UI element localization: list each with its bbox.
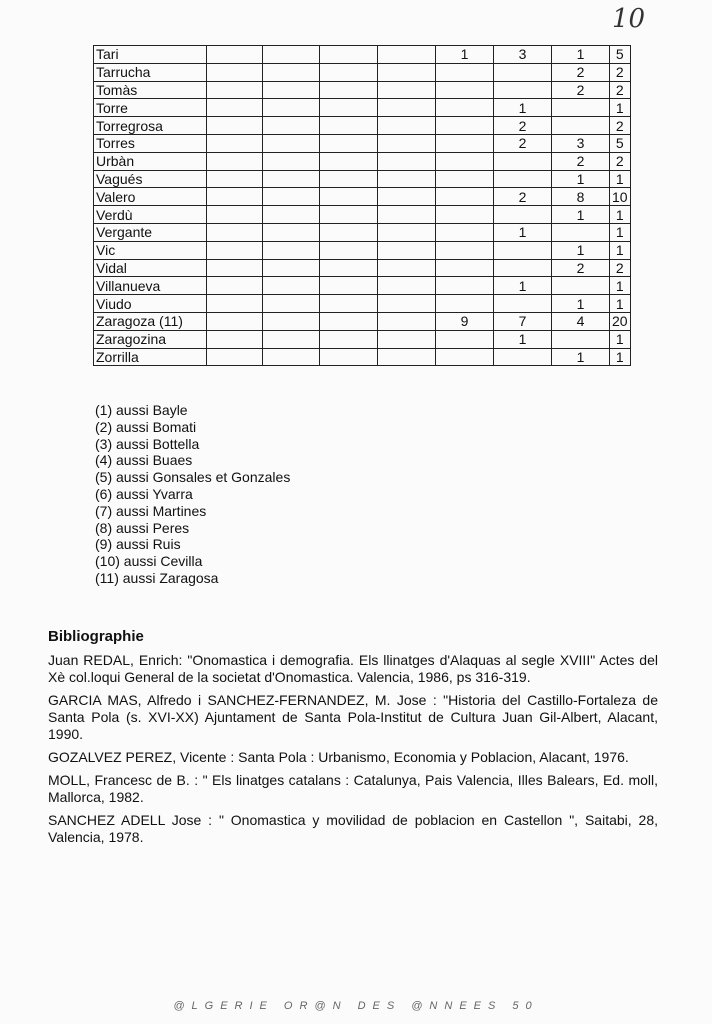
table-row bbox=[94, 81, 631, 99]
count-cell: 1 bbox=[610, 206, 631, 224]
count-cell bbox=[378, 134, 436, 152]
count-cell bbox=[494, 152, 552, 170]
bibliography-entry: GARCIA MAS, Alfredo i SANCHEZ-FERNANDEZ, M. Jose : "Historia del Castillo-Fortaleza de Santa Pola (s. XVI-XX) Ajuntament de Santa Pola-Institut de Cultura Juan Gil-Albert, Alacant, 1990. bbox=[48, 692, 658, 742]
surname-cell: Torregrosa bbox=[94, 117, 207, 135]
count-cell: 1 bbox=[552, 46, 610, 64]
count-cell: 2 bbox=[610, 117, 631, 135]
count-cell bbox=[436, 223, 494, 241]
count-cell bbox=[320, 223, 378, 241]
count-cell bbox=[207, 223, 263, 241]
count-cell bbox=[320, 99, 378, 117]
count-cell bbox=[263, 152, 320, 170]
count-cell bbox=[263, 277, 320, 295]
count-cell bbox=[263, 206, 320, 224]
count-cell bbox=[494, 348, 552, 366]
count-cell bbox=[320, 134, 378, 152]
bibliography-entry: GOZALVEZ PEREZ, Vicente : Santa Pola : Urbanismo, Economia y Poblacion, Alacant, 1976. bbox=[48, 749, 629, 765]
count-cell bbox=[207, 277, 263, 295]
count-cell: 1 bbox=[552, 348, 610, 366]
footnote-item: (5) aussi Gonsales et Gonzales bbox=[95, 469, 291, 486]
count-cell: 2 bbox=[494, 188, 552, 206]
count-cell bbox=[207, 206, 263, 224]
count-cell: 1 bbox=[610, 223, 631, 241]
count-cell: 10 bbox=[610, 188, 631, 206]
count-cell bbox=[320, 117, 378, 135]
bibliography-list bbox=[48, 652, 658, 852]
surname-cell: Verdù bbox=[94, 206, 207, 224]
surname-cell: Tari bbox=[94, 46, 207, 64]
count-cell: 1 bbox=[552, 241, 610, 259]
count-cell bbox=[494, 206, 552, 224]
count-cell bbox=[320, 63, 378, 81]
page-number: 10 bbox=[612, 4, 646, 34]
count-cell bbox=[552, 99, 610, 117]
count-cell: 2 bbox=[552, 152, 610, 170]
count-cell: 1 bbox=[552, 206, 610, 224]
count-cell bbox=[320, 46, 378, 64]
count-cell bbox=[207, 330, 263, 348]
count-cell: 8 bbox=[552, 188, 610, 206]
footnote-item: (6) aussi Yvarra bbox=[95, 485, 193, 502]
footnote-item: (3) aussi Bottella bbox=[95, 435, 200, 452]
count-cell bbox=[207, 348, 263, 366]
count-cell bbox=[207, 99, 263, 117]
count-cell bbox=[436, 295, 494, 313]
count-cell bbox=[378, 330, 436, 348]
count-cell bbox=[263, 312, 320, 330]
count-cell: 1 bbox=[610, 170, 631, 188]
count-cell: 2 bbox=[610, 152, 631, 170]
count-cell bbox=[436, 81, 494, 99]
count-cell: 3 bbox=[552, 134, 610, 152]
count-cell bbox=[378, 99, 436, 117]
count-cell bbox=[494, 259, 552, 277]
count-cell: 2 bbox=[610, 63, 631, 81]
count-cell bbox=[378, 170, 436, 188]
table-row bbox=[94, 223, 631, 241]
table-row bbox=[94, 46, 631, 64]
surname-cell: Viudo bbox=[94, 295, 207, 313]
count-cell bbox=[436, 206, 494, 224]
table-row bbox=[94, 99, 631, 117]
count-cell bbox=[263, 188, 320, 206]
count-cell bbox=[263, 99, 320, 117]
count-cell bbox=[207, 63, 263, 81]
count-cell bbox=[436, 134, 494, 152]
count-cell: 9 bbox=[436, 312, 494, 330]
count-cell bbox=[378, 223, 436, 241]
count-cell: 2 bbox=[494, 134, 552, 152]
count-cell bbox=[494, 295, 552, 313]
count-cell bbox=[320, 206, 378, 224]
count-cell: 1 bbox=[610, 348, 631, 366]
count-cell: 4 bbox=[552, 312, 610, 330]
count-cell bbox=[552, 277, 610, 295]
count-cell bbox=[320, 188, 378, 206]
bibliography-entry: Juan REDAL, Enrich: "Onomastica i demografia. Els llinatges d'Alaquas al segle XVIII" Actes del Xè col.loqui General de la societat d'Onomastica. Valencia, 1986, ps 316-319. bbox=[48, 652, 658, 685]
count-cell: 2 bbox=[552, 259, 610, 277]
count-cell bbox=[378, 277, 436, 295]
count-cell bbox=[378, 152, 436, 170]
count-cell: 2 bbox=[552, 81, 610, 99]
count-cell bbox=[378, 46, 436, 64]
table-row bbox=[94, 152, 631, 170]
count-cell bbox=[320, 330, 378, 348]
count-cell: 1 bbox=[552, 295, 610, 313]
count-cell bbox=[436, 63, 494, 81]
surname-cell: Vidal bbox=[94, 259, 207, 277]
count-cell: 20 bbox=[610, 312, 631, 330]
count-cell bbox=[552, 223, 610, 241]
table-row bbox=[94, 241, 631, 259]
count-cell bbox=[207, 134, 263, 152]
footnote-item: (4) aussi Buaes bbox=[95, 452, 193, 469]
count-cell bbox=[436, 330, 494, 348]
table-row bbox=[94, 348, 631, 366]
count-cell bbox=[378, 241, 436, 259]
table-row bbox=[94, 259, 631, 277]
surname-cell: Zaragoza (11) bbox=[94, 312, 207, 330]
footnote-item: (1) aussi Bayle bbox=[95, 402, 188, 418]
count-cell bbox=[494, 63, 552, 81]
count-cell bbox=[263, 241, 320, 259]
count-cell: 1 bbox=[610, 330, 631, 348]
count-cell: 1 bbox=[494, 330, 552, 348]
count-cell: 2 bbox=[552, 63, 610, 81]
count-cell bbox=[207, 241, 263, 259]
count-cell bbox=[207, 312, 263, 330]
bibliography-entry: SANCHEZ ADELL Jose : " Onomastica y movilidad de poblacion en Castellon ", Saitabi, 28, Valencia, 1978. bbox=[48, 812, 658, 845]
bibliography-heading: Bibliographie bbox=[48, 628, 144, 645]
surname-table-body bbox=[94, 46, 631, 366]
count-cell bbox=[436, 348, 494, 366]
count-cell bbox=[436, 277, 494, 295]
surname-cell: Zaragozina bbox=[94, 330, 207, 348]
count-cell bbox=[207, 117, 263, 135]
footnote-item: (10) aussi Cevilla bbox=[95, 553, 203, 570]
count-cell bbox=[436, 259, 494, 277]
footnotes bbox=[95, 402, 290, 587]
count-cell bbox=[494, 170, 552, 188]
surname-table bbox=[93, 45, 631, 366]
count-cell bbox=[378, 259, 436, 277]
count-cell bbox=[320, 295, 378, 313]
table-row bbox=[94, 295, 631, 313]
footnote-item: (8) aussi Peres bbox=[95, 519, 190, 536]
table-row bbox=[94, 188, 631, 206]
table-row bbox=[94, 170, 631, 188]
count-cell: 5 bbox=[610, 46, 631, 64]
count-cell bbox=[320, 312, 378, 330]
table-row bbox=[94, 330, 631, 348]
count-cell bbox=[320, 259, 378, 277]
count-cell: 2 bbox=[610, 259, 631, 277]
surname-cell: Urbàn bbox=[94, 152, 207, 170]
surname-cell: Vagués bbox=[94, 170, 207, 188]
count-cell bbox=[207, 152, 263, 170]
table-row bbox=[94, 117, 631, 135]
count-cell bbox=[552, 117, 610, 135]
count-cell bbox=[436, 170, 494, 188]
bibliography-entry: MOLL, Francesc de B. : " Els linatges catalans : Catalunya, Pais Valencia, Illes Balears, Ed. moll, Mallorca, 1982. bbox=[48, 772, 658, 805]
count-cell bbox=[494, 81, 552, 99]
count-cell bbox=[263, 259, 320, 277]
table-row bbox=[94, 206, 631, 224]
count-cell bbox=[207, 46, 263, 64]
count-cell bbox=[320, 277, 378, 295]
count-cell bbox=[207, 295, 263, 313]
count-cell bbox=[436, 241, 494, 259]
table-row bbox=[94, 63, 631, 81]
surname-cell: Valero bbox=[94, 188, 207, 206]
count-cell bbox=[436, 99, 494, 117]
table-row bbox=[94, 277, 631, 295]
count-cell bbox=[263, 223, 320, 241]
count-cell bbox=[207, 81, 263, 99]
count-cell bbox=[320, 348, 378, 366]
count-cell bbox=[378, 312, 436, 330]
surname-cell: Vic bbox=[94, 241, 207, 259]
count-cell bbox=[378, 63, 436, 81]
count-cell bbox=[494, 241, 552, 259]
count-cell: 1 bbox=[494, 99, 552, 117]
count-cell bbox=[263, 170, 320, 188]
table-row bbox=[94, 134, 631, 152]
count-cell bbox=[378, 295, 436, 313]
count-cell bbox=[320, 241, 378, 259]
page-footer: @LGERIE OR@N DES @NNEES 50 bbox=[173, 1000, 539, 1012]
count-cell: 1 bbox=[436, 46, 494, 64]
count-cell: 1 bbox=[552, 170, 610, 188]
count-cell bbox=[378, 81, 436, 99]
count-cell: 1 bbox=[610, 99, 631, 117]
count-cell bbox=[320, 170, 378, 188]
count-cell: 1 bbox=[610, 277, 631, 295]
footnote-item: (7) aussi Martines bbox=[95, 502, 207, 519]
count-cell bbox=[263, 46, 320, 64]
surname-cell: Torre bbox=[94, 99, 207, 117]
count-cell bbox=[263, 81, 320, 99]
count-cell bbox=[263, 117, 320, 135]
count-cell: 5 bbox=[610, 134, 631, 152]
count-cell bbox=[378, 348, 436, 366]
count-cell bbox=[263, 348, 320, 366]
count-cell: 2 bbox=[494, 117, 552, 135]
count-cell bbox=[263, 63, 320, 81]
count-cell bbox=[436, 117, 494, 135]
count-cell: 1 bbox=[610, 241, 631, 259]
count-cell: 1 bbox=[494, 277, 552, 295]
count-cell bbox=[320, 152, 378, 170]
count-cell bbox=[378, 188, 436, 206]
count-cell bbox=[263, 330, 320, 348]
count-cell: 7 bbox=[494, 312, 552, 330]
count-cell bbox=[436, 188, 494, 206]
count-cell: 2 bbox=[610, 81, 631, 99]
count-cell: 1 bbox=[610, 295, 631, 313]
surname-cell: Vergante bbox=[94, 223, 207, 241]
surname-cell: Tarrucha bbox=[94, 63, 207, 81]
count-cell bbox=[263, 295, 320, 313]
footnote-item: (9) aussi Ruis bbox=[95, 536, 181, 553]
surname-cell: Torres bbox=[94, 134, 207, 152]
footnote-item: (2) aussi Bomati bbox=[95, 418, 197, 435]
count-cell bbox=[207, 170, 263, 188]
count-cell: 1 bbox=[494, 223, 552, 241]
count-cell bbox=[378, 117, 436, 135]
count-cell bbox=[552, 330, 610, 348]
count-cell: 3 bbox=[494, 46, 552, 64]
count-cell bbox=[378, 206, 436, 224]
count-cell bbox=[263, 134, 320, 152]
count-cell bbox=[207, 259, 263, 277]
table-row bbox=[94, 312, 631, 330]
surname-cell: Villanueva bbox=[94, 277, 207, 295]
count-cell bbox=[207, 188, 263, 206]
count-cell bbox=[320, 81, 378, 99]
surname-cell: Tomàs bbox=[94, 81, 207, 99]
footnote-item: (11) aussi Zaragosa bbox=[95, 569, 219, 586]
surname-cell: Zorrilla bbox=[94, 348, 207, 366]
count-cell bbox=[436, 152, 494, 170]
